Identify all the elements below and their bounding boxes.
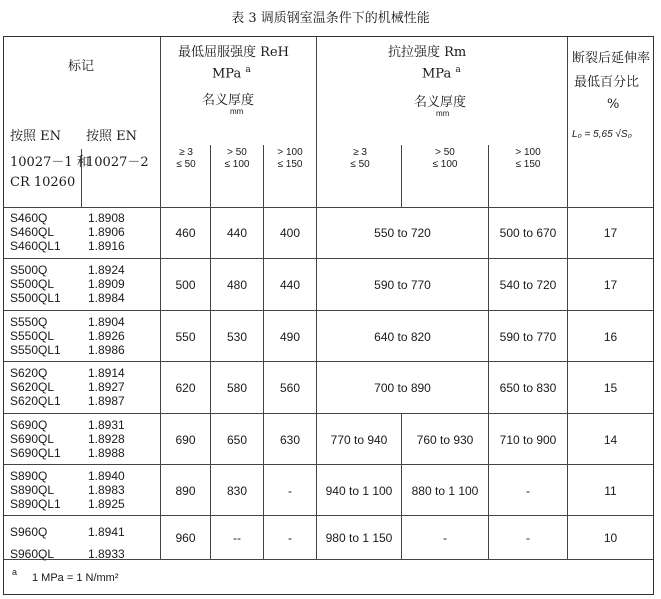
yield-value: -- [233,531,241,545]
tensile-value: 980 to 1 150 [325,531,393,545]
header-elong-pct: % [607,97,620,112]
tensile-value: 540 to 720 [499,278,557,292]
yield-value: 690 [175,433,196,447]
tensile-value-merged: 550 to 720 [374,226,431,240]
material-number: 1.8940 [88,469,125,483]
yield-value: 440 [279,278,301,292]
material-number: 1.8933 [88,547,125,561]
yield-value: 560 [279,381,301,395]
col-divider [401,145,402,207]
material-number: 1.8986 [88,343,125,357]
grade-name: S960Q [10,525,48,539]
header-en-10027-1-line2: 10027－1 和 [10,155,90,170]
header-tensile-unit: MPa [422,66,452,82]
elongation-value: 10 [603,531,618,545]
material-number: 1.8984 [88,291,125,305]
range-yield-3 [265,147,315,171]
tensile-value: 590 to 770 [499,330,557,344]
material-number: 1.8925 [88,497,125,511]
header-en-10027-1-line3: CR 10260 [10,175,76,190]
header-marking: 标记 [68,59,95,74]
tensile-value: - [526,484,530,498]
header-elong-formula: L₀ = 5,65 √S₀ [572,129,632,140]
header-elong-title2: 最低百分比 [574,75,640,90]
elongation-value: 16 [603,330,618,344]
yield-value: 620 [175,381,196,395]
header-en-10027-2: 按照 EN [86,129,137,144]
grade-name: S550QL1 [10,343,61,357]
header-en-10027-1: 按照 EN [10,129,61,144]
col-divider [160,37,161,559]
tensile-value-merged: 590 to 770 [374,278,431,292]
material-number: 1.8916 [88,239,125,253]
table-row-numbers [88,469,125,511]
yield-value: - [288,484,292,498]
table-frame [3,36,654,595]
range-a: > 50 [227,147,247,158]
range-b: ≤ 150 [277,159,303,170]
table-row-grades [10,315,61,357]
col-divider [488,145,489,207]
yield-value: 830 [226,484,248,498]
tensile-value: - [443,531,447,545]
material-number: 1.8924 [88,263,125,277]
elongation-value: 17 [603,226,618,240]
table-row-numbers [88,263,125,305]
tensile-value-merged: 640 to 820 [374,330,431,344]
grade-name: S690QL1 [10,446,61,460]
col-divider [567,37,568,559]
range-yield-1 [164,147,208,171]
header-tensile-sup: a [455,65,461,75]
material-number: 1.8906 [88,225,125,239]
grade-name: S550QL [10,329,55,343]
range-tensile-3 [491,147,565,171]
tensile-value: 500 to 670 [499,226,557,240]
table-row-numbers [88,521,125,565]
footnote-text: 1 MPa = 1 N/mm² [32,572,119,584]
header-yield-unit-wrap [212,65,251,81]
row-divider [4,515,653,516]
table-row-numbers [88,315,125,357]
yield-value: 580 [226,381,248,395]
yield-value: 650 [226,433,248,447]
material-number: 1.8987 [88,394,125,408]
tensile-value: 650 to 830 [499,381,557,395]
table-row-grades [10,366,61,408]
table-row-numbers [88,366,125,408]
grade-name: S690QL [10,432,55,446]
tensile-value: 760 to 930 [416,433,474,447]
material-number: 1.8904 [88,315,125,329]
table-row-numbers [88,418,125,460]
material-number: 1.8941 [88,525,125,539]
yield-value: 960 [175,531,196,545]
row-divider [4,361,653,362]
range-a: > 50 [435,147,455,158]
yield-value: 460 [175,226,196,240]
range-a: ≥ 3 [353,147,367,158]
yield-value: - [288,531,292,545]
row-divider [4,310,653,311]
yield-value: 400 [279,226,301,240]
grade-name: S890Q [10,469,48,483]
row-divider [4,464,653,465]
grade-name: S460QL [10,225,55,239]
yield-value: 890 [175,484,196,498]
yield-value: 500 [175,278,196,292]
material-number: 1.8927 [88,380,125,394]
range-b: ≤ 100 [224,159,250,170]
header-yield-title: 最低屈服强度 ReH [178,45,289,60]
grade-name: S460Q [10,211,48,225]
header-divider [4,207,653,208]
material-number: 1.8908 [88,211,125,225]
yield-value: 480 [226,278,248,292]
material-number: 1.8931 [88,418,125,432]
yield-value: 440 [226,226,248,240]
table-row-grades [10,211,61,253]
col-divider [316,37,317,559]
yield-value: 490 [279,330,301,344]
tensile-value: 880 to 1 100 [411,484,479,498]
grade-name: S960QL [10,547,55,561]
header-yield-mm: mm [230,107,244,116]
footnote-mark: a [12,567,18,577]
grade-name: S460QL1 [10,239,61,253]
tensile-value: - [526,531,530,545]
range-b: ≤ 100 [432,159,458,170]
elongation-value: 11 [604,484,617,498]
table-row-grades [10,263,61,305]
material-number: 1.8909 [88,277,125,291]
row-divider [4,258,653,259]
material-number: 1.8988 [88,446,125,460]
material-number: 1.8928 [88,432,125,446]
header-yield-sup: a [245,65,251,75]
row-divider [4,413,653,414]
header-tensile-unit-wrap [422,65,461,81]
header-elong-title1: 断裂后延伸率 [572,51,651,66]
range-b: ≤ 50 [350,159,370,170]
yield-value: 530 [226,330,248,344]
grade-name: S500Q [10,263,48,277]
material-number: 1.8983 [88,483,125,497]
range-a: > 100 [515,147,541,158]
tensile-value: 770 to 940 [330,433,388,447]
table-row-grades [10,521,54,565]
material-number: 1.8914 [88,366,125,380]
grade-name: S550Q [10,315,48,329]
yield-value: 550 [175,330,196,344]
header-tensile-mm: mm [436,109,450,118]
grade-name: S890QL1 [10,497,61,511]
material-number: 1.8926 [88,329,125,343]
table-row-numbers [88,211,125,253]
range-a: ≥ 3 [179,147,193,158]
header-tensile-title: 抗拉强度 Rm [388,45,467,60]
header-en-10027-2-line2: 10027－2 [86,155,149,170]
grade-name: S890QL [10,483,55,497]
range-tensile-1 [320,147,400,171]
table-caption: 表 3 调质钢室温条件下的机械性能 [231,11,430,26]
grade-name: S620QL1 [10,394,61,408]
elongation-value: 14 [603,433,618,447]
header-yield-unit: MPa [212,66,242,82]
elongation-value: 15 [603,381,618,395]
grade-name: S620Q [10,366,48,380]
range-tensile-2 [404,147,486,171]
grade-name: S620QL [10,380,55,394]
range-b: ≤ 150 [515,159,541,170]
tensile-value: 710 to 900 [499,433,557,447]
range-b: ≤ 50 [176,159,196,170]
table-row-grades [10,469,61,511]
grade-name: S500QL [10,277,55,291]
header-tensile-thickness: 名义厚度 [414,95,467,110]
header-yield-thickness: 名义厚度 [202,93,255,108]
elongation-value: 17 [603,278,618,292]
range-a: > 100 [277,147,303,158]
grade-name: S500QL1 [10,291,61,305]
table-row-grades [10,418,61,460]
grade-name: S690Q [10,418,48,432]
range-yield-2 [212,147,262,171]
tensile-value-merged: 700 to 890 [374,381,431,395]
tensile-value: 940 to 1 100 [325,484,393,498]
yield-value: 630 [279,433,301,447]
